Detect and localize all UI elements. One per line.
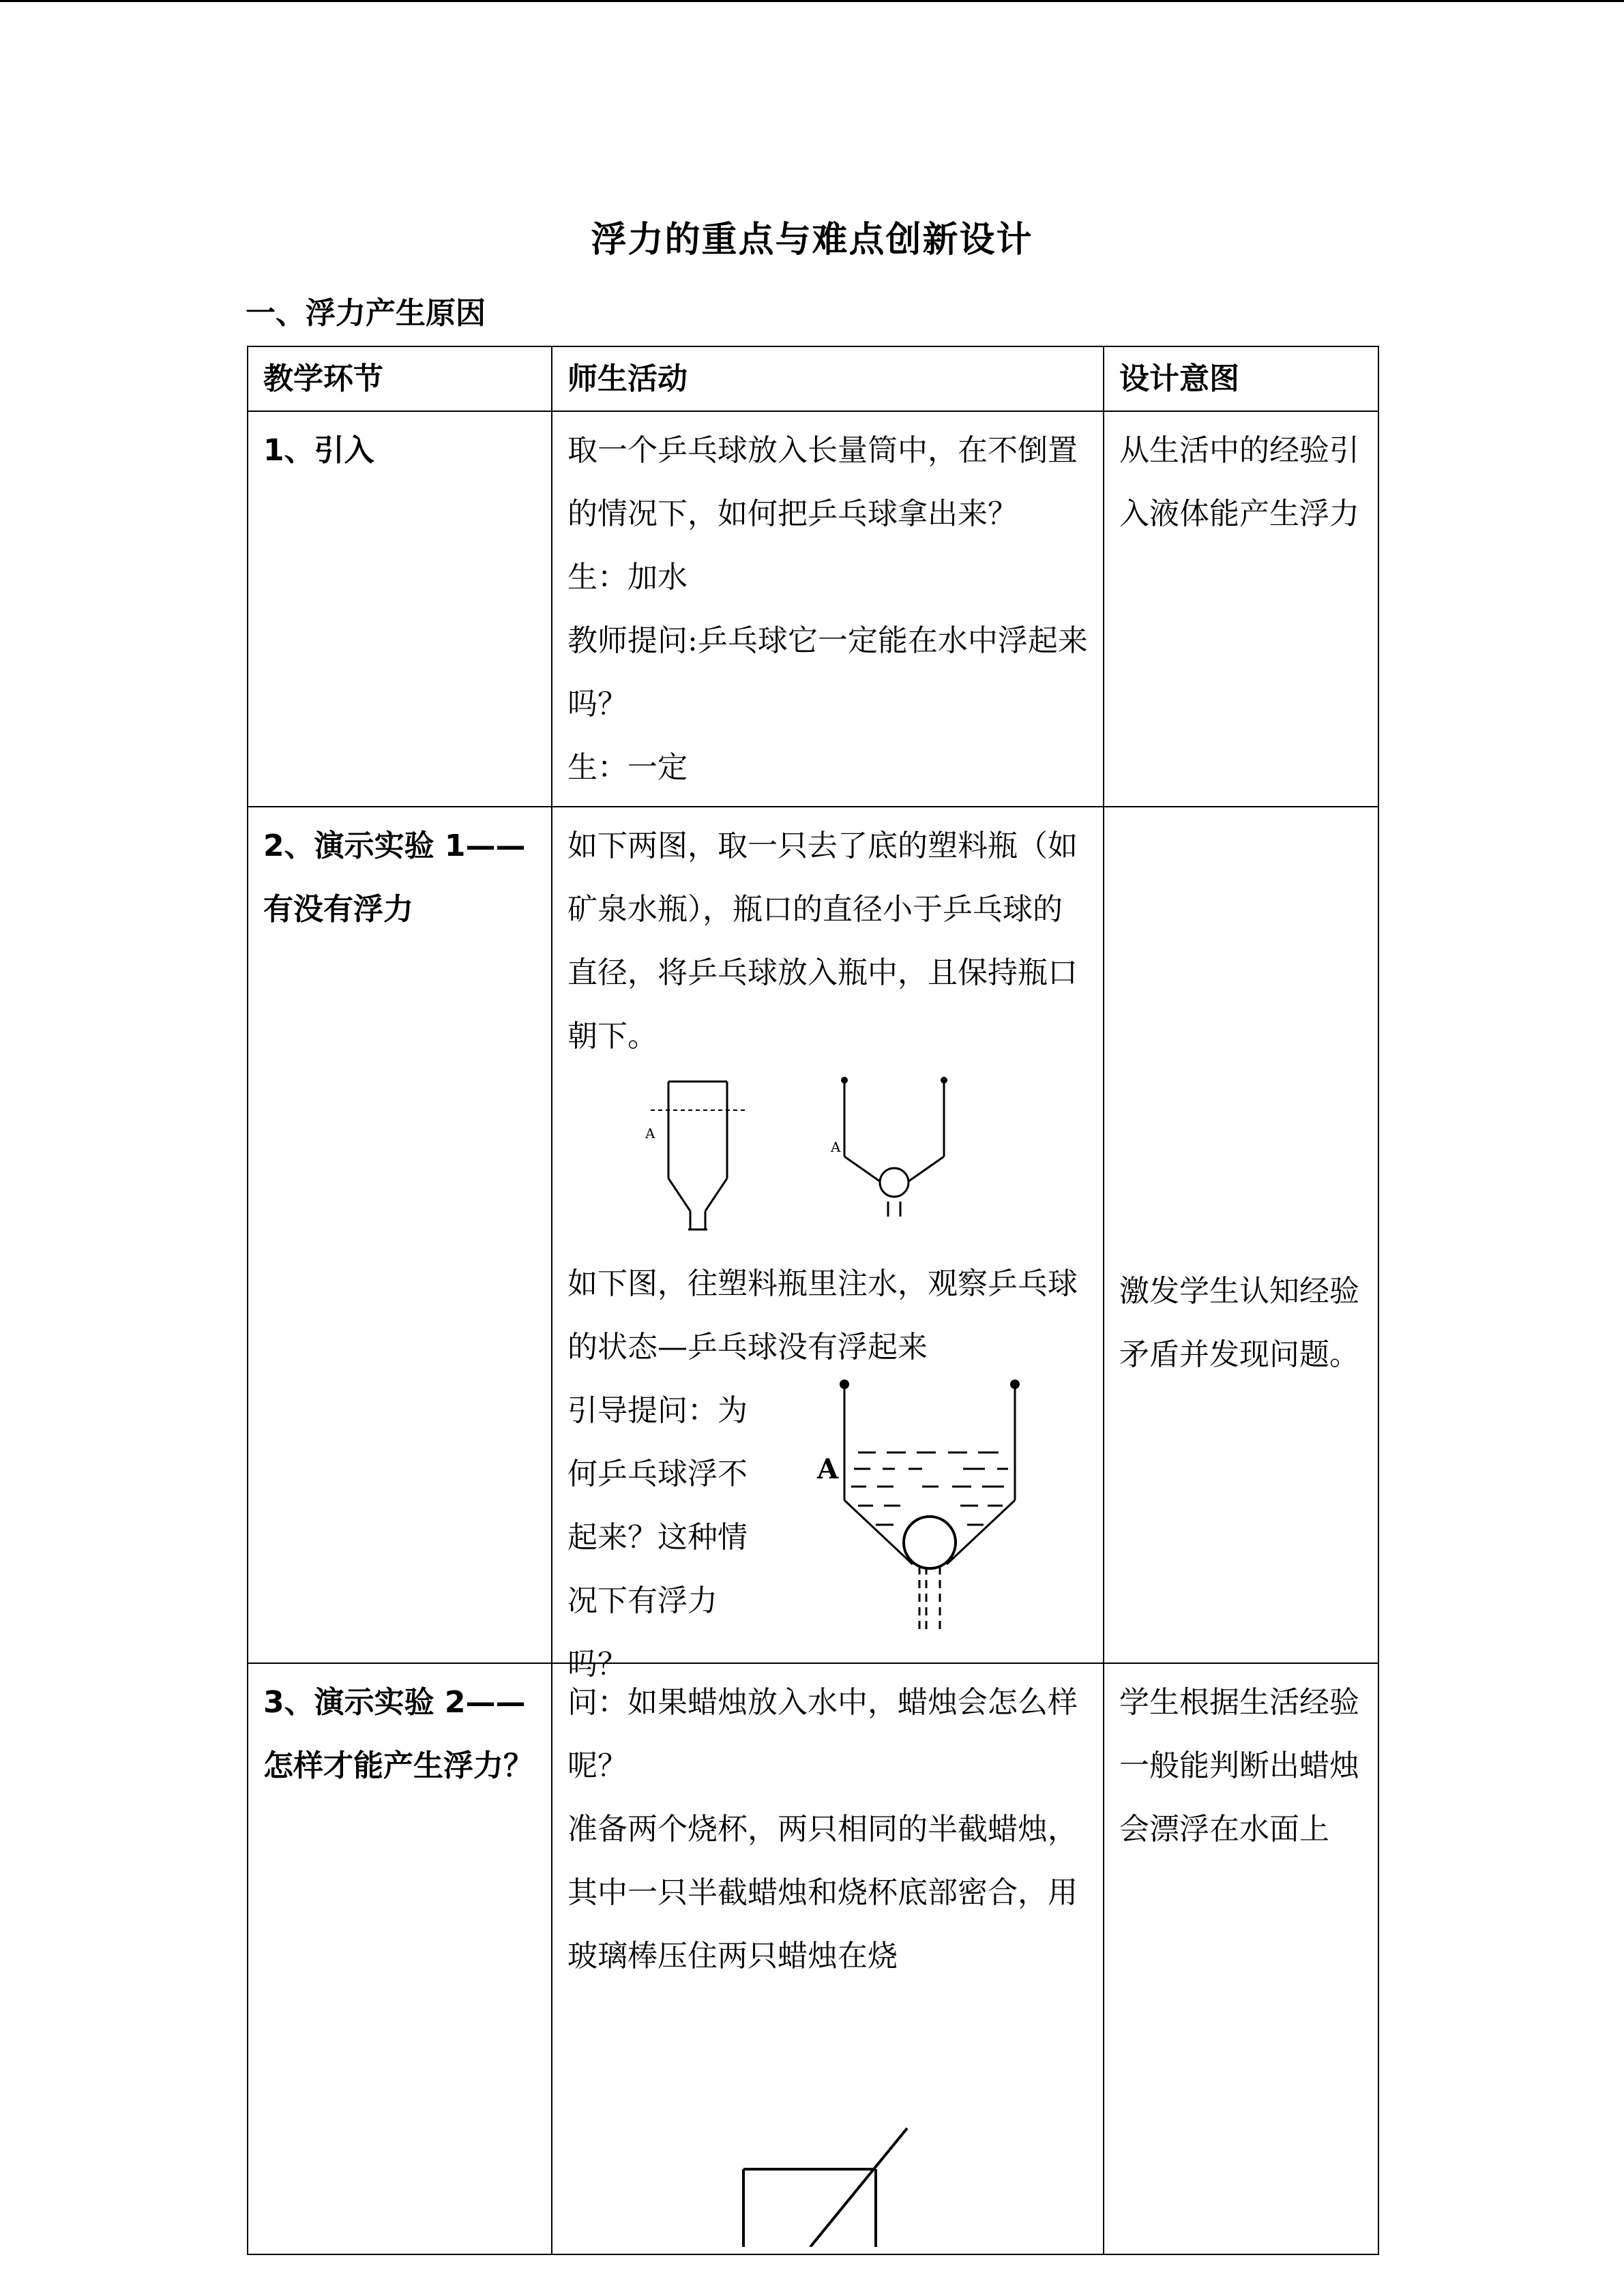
label-a: A	[645, 1125, 655, 1142]
step-cell: 1、引入	[248, 411, 552, 807]
table-row	[248, 411, 1378, 807]
step-cell: 3、演示实验 2——怎样才能产生浮力？	[248, 1663, 552, 2254]
question-with-figure	[567, 1379, 1089, 1682]
header-activities: 师生活动	[552, 346, 1104, 411]
candle-beaker-figure	[567, 1988, 1089, 2247]
activity-cell	[552, 807, 1104, 1682]
ping-pong-ball	[904, 1517, 956, 1568]
intent-cell: 学生根据生活经验一般能判断出蜡烛会漂浮在水面上	[1104, 1663, 1378, 2254]
water-surface-marks	[851, 1452, 1008, 1525]
activity-question: 引导提问：为何乒乓球浮不起来？这种情况下有浮力吗？	[567, 1393, 748, 1682]
table-header-row	[248, 346, 1378, 411]
intent-cell: 激发学生认知经验矛盾并发现问题。	[1104, 807, 1378, 1663]
document-title: 浮力的重点与难点创新设计	[591, 220, 1033, 260]
intent-cell: 从生活中的经验引入液体能产生浮力	[1104, 411, 1378, 807]
table-row	[248, 807, 1378, 1663]
water-bottle-diagram	[799, 1379, 1045, 1656]
activity-cell	[552, 1663, 1104, 2254]
beaker-diagram	[567, 1988, 1086, 2247]
lesson-table	[247, 346, 1379, 2255]
section-heading: 一、浮力产生原因	[246, 296, 486, 331]
bottle-diagram	[567, 1068, 1086, 1252]
step-cell: 2、演示实验 1——有没有浮力	[248, 807, 552, 1663]
page-top-border	[0, 0, 1624, 2]
activity-paragraph: 生：一定	[567, 750, 688, 785]
activity-paragraph: 生：加水	[567, 560, 688, 595]
activity-cell	[552, 411, 1104, 807]
label-a: A	[817, 1453, 839, 1485]
header-design-intent: 设计意图	[1104, 346, 1378, 411]
activity-paragraph: 如下两图，取一只去了底的塑料瓶（如矿泉水瓶），瓶口的直径小于乒乓球的直径，将乒乓球放入瓶中，且保持瓶口朝下。	[567, 829, 1078, 1054]
activity-paragraph: 问：如果蜡烛放入水中，蜡烛会怎么样呢？	[567, 1685, 1078, 1783]
bottle-upright	[668, 1082, 727, 1229]
bottle-figures	[567, 1068, 1089, 1252]
header-teaching-step: 教学环节	[248, 346, 552, 411]
activity-paragraph: 准备两个烧杯，两只相同的半截蜡烛，其中一只半截蜡烛和烧杯底部密合，用玻璃棒压住两只蜡烛在烧	[567, 1812, 1078, 1973]
activity-paragraph: 如下图，往塑料瓶里注水，观察乒乓球的状态—乒乓球没有浮起来	[567, 1266, 1078, 1365]
activity-paragraph: 取一个乒乓球放入长量筒中，在不倒置的情况下，如何把乒乓球拿出来？	[567, 433, 1078, 531]
activity-paragraph: 教师提问:乒乓球它一定能在水中浮起来吗？	[567, 623, 1088, 721]
label-a: A	[831, 1139, 841, 1155]
table-row	[248, 1663, 1378, 2254]
ping-pong-ball	[880, 1168, 909, 1197]
